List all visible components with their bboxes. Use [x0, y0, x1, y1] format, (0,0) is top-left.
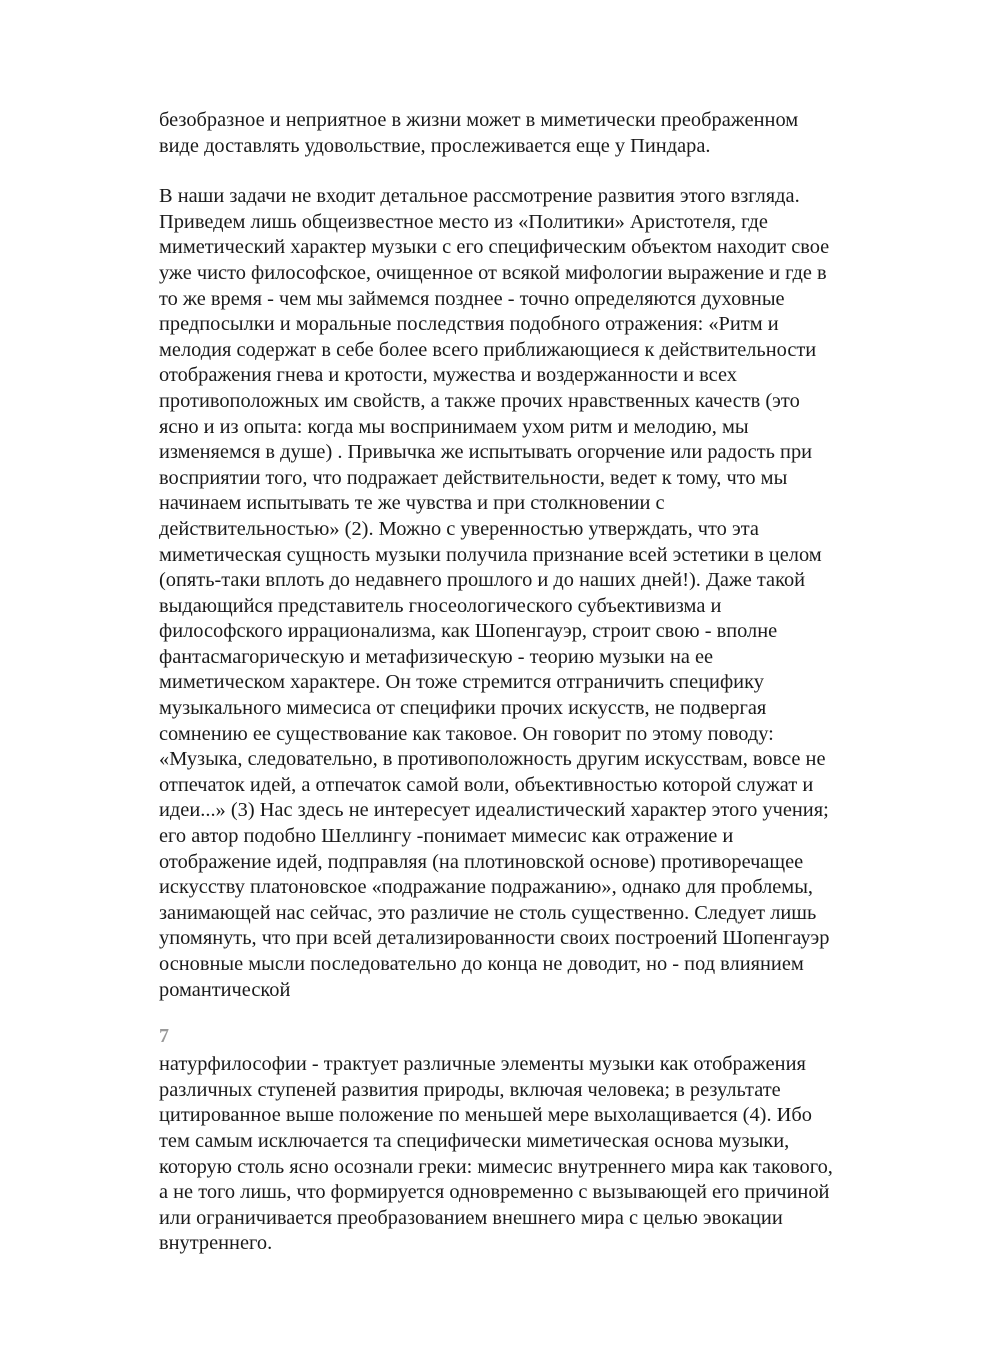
text-line: отображение идей, подправляя (на плотиновской основе) противоречащее: [159, 850, 804, 873]
text-line: внутреннего.: [159, 1232, 273, 1255]
text-line: В наши задачи не входит детальное рассмотрение развития этого взгляда.: [159, 185, 800, 208]
text-line: отпечаток идей, а отпечаток самой воли, объективностью которой служат и: [159, 773, 814, 796]
text-line: различных ступеней развития природы, включая человека; в результате: [159, 1078, 781, 1101]
text-line: его автор подобно Шеллингу -понимает мимесис как отражение и: [159, 825, 734, 848]
text-line: идеи...» (3) Нас здесь не интересует идеалистический характер этого учения;: [159, 799, 829, 822]
text-line: а не того лишь, что формируется одновременно с вызывающей его причиной: [159, 1181, 830, 1204]
text-line: натурфилософии - трактует различные элементы музыки как отображения: [159, 1053, 806, 1076]
text-line: предпосылки и моральные последствия подобного отражения: «Ритм и: [159, 313, 779, 336]
text-line: восприятии того, что подражает действительности, ведет к тому, что мы: [159, 466, 788, 489]
paragraph-3: [159, 1052, 904, 1257]
text-line: отображения гнева и кротости, мужества и воздержанности и всех: [159, 364, 737, 387]
document-page: [159, 108, 904, 1257]
text-line: цитированное выше положение по меньшей мере выхолащивается (4). Ибо: [159, 1104, 812, 1127]
text-line: безобразное и неприятное в жизни может в миметически преображенном: [159, 109, 799, 131]
text-line: начинаем испытывать те же чувства и при столкновении с: [159, 492, 665, 515]
text-line: мелодия содержат в себе более всего приближающиеся к действительности: [159, 338, 817, 361]
text-line: «Музыка, следовательно, в противоположность другим искусствам, вовсе не: [159, 748, 826, 771]
text-line: философского иррационализма, как Шопенгауэр, строит свою - вполне: [159, 620, 778, 643]
page-number: 7: [159, 1025, 169, 1048]
text-line: изменяемся в душе) . Привычка же испытывать огорчение или радость при: [159, 441, 813, 464]
text-line: выдающийся представитель гносеологического субъективизма и: [159, 594, 722, 617]
text-line: миметическом характере. Он тоже стремится отграничить специфику: [159, 671, 764, 694]
text-line: занимающей нас сейчас, это различие не столь существенно. Следует лишь: [159, 901, 817, 924]
text-line: (опять-таки вплоть до недавнего прошлого и до наших дней!). Даже такой: [159, 569, 806, 592]
text-line: ясно и из опыта: когда мы воспринимаем ухом ритм и мелодию, мы: [159, 415, 749, 438]
text-line: которую столь ясно осознали греки: мимесис внутреннего мира как такового,: [159, 1155, 833, 1178]
text-line: действительностью» (2). Можно с уверенностью утверждать, что эта: [159, 517, 759, 540]
text-line: романтической: [159, 978, 291, 1001]
text-line: уже чисто философское, очищенное от всякой мифологии выражение и где в: [159, 261, 827, 284]
text-line: противоположных им свойств, а также прочих нравственных качеств (это: [159, 389, 800, 412]
text-line: основные мысли последовательно до конца не доводит, но - под влиянием: [159, 953, 804, 975]
text-line: миметическая сущность музыки получила признание всей эстетики в целом: [159, 543, 822, 566]
text-line: фантасмагорическую и метафизическую - теорию музыки на ее: [159, 645, 714, 668]
text-line: тем самым исключается та специфически миметическая основа музыки,: [159, 1129, 790, 1152]
paragraph-gap: [159, 159, 904, 184]
text-line: Приведем лишь общеизвестное место из «Политики» Аристотеля, где: [159, 210, 768, 233]
text-line: виде доставлять удовольствие, прослеживается еще у Пиндара.: [159, 134, 711, 157]
text-line: сомнению ее существование как таковое. Он говорит по этому поводу:: [159, 722, 774, 745]
paragraph-2: [159, 184, 904, 1003]
text-line: искусству платоновское «подражание подражанию», однако для проблемы,: [159, 876, 813, 899]
text-line: упомянуть, что при всей детализированности своих построений Шопенгауэр: [159, 927, 830, 950]
text-line: или ограничивается преобразованием внешнего мира с целью эвокации: [159, 1206, 783, 1229]
paragraph-1: [159, 108, 904, 159]
text-line: то же время - чем мы займемся позднее - точно определяются духовные: [159, 287, 785, 310]
text-line: миметический характер музыки с его специфическим объектом находит свое: [159, 236, 830, 259]
text-line: музыкального мимесиса от специфики прочих искусств, не подвергая: [159, 697, 767, 720]
